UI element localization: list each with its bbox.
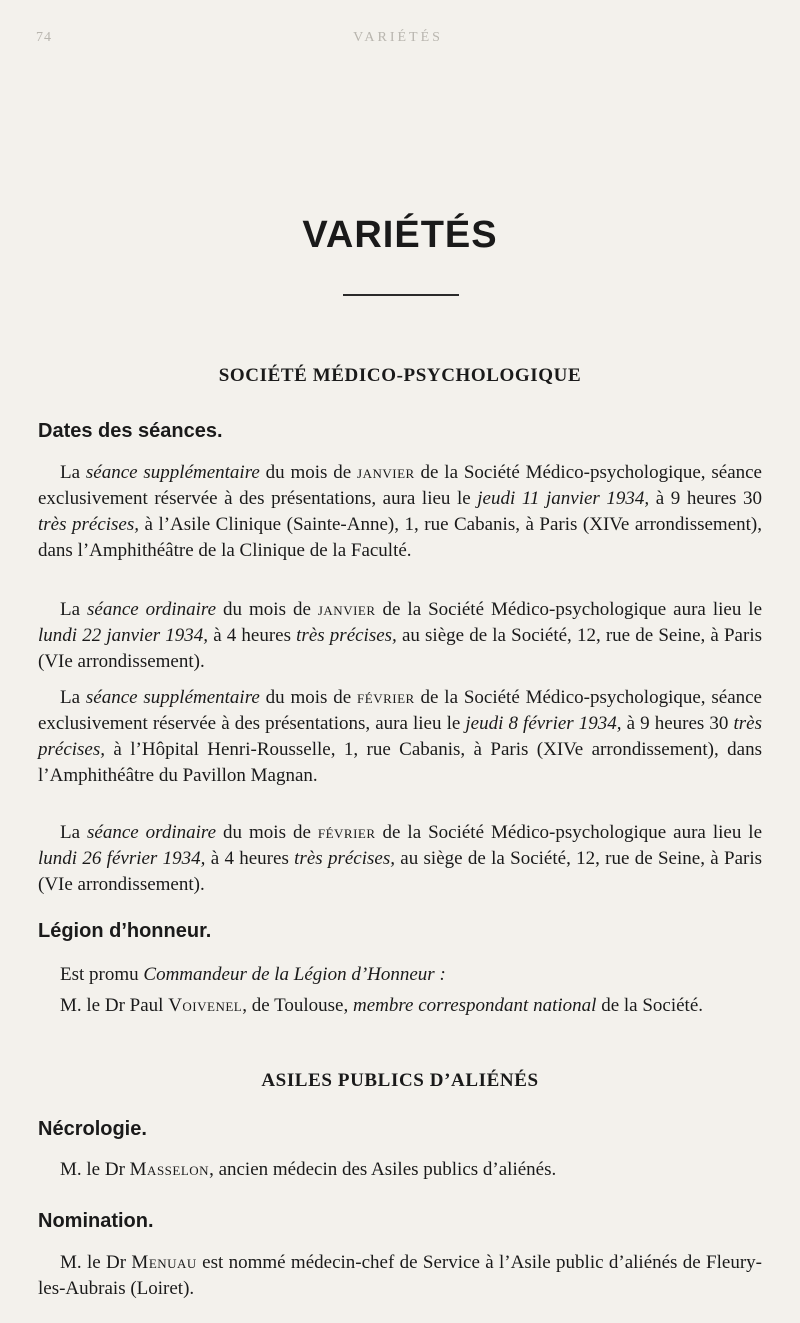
text: au siège de la Société, 12, rue de Seine, à Paris (VIe arrondissement). xyxy=(38,848,763,895)
paragraph-seance-fevrier-ordinaire xyxy=(38,820,762,898)
text-italic: très précises, xyxy=(294,848,395,869)
month-name: février xyxy=(317,822,376,843)
text: au siège de la Société, 12, rue de Seine, à Paris (VIe arrondissement). xyxy=(38,625,762,672)
text: à 9 heures 30 xyxy=(621,713,734,734)
text: de la Société Médico-psychologique aura lieu le xyxy=(375,599,763,620)
text: à 4 heures xyxy=(205,848,295,869)
subheading-necrologie: Nécrologie. xyxy=(38,1118,147,1140)
text: , ancien médecin des Asiles publics d’aliénés. xyxy=(209,1159,557,1180)
text: du mois de xyxy=(259,687,358,708)
text: du mois de xyxy=(216,599,318,620)
text: à 4 heures xyxy=(208,625,297,646)
text: de la Société. xyxy=(596,995,704,1016)
text: M. le Dr xyxy=(60,1252,132,1273)
text-italic: très précises, xyxy=(38,713,762,760)
text-italic: très précises, xyxy=(38,514,140,535)
date-italic: jeudi 8 février 1934, xyxy=(465,713,622,734)
date-italic: lundi 22 janvier 1934, xyxy=(38,625,209,646)
section-heading-asiles: ASILES PUBLICS D’ALIÉNÉS xyxy=(261,1070,539,1091)
text-italic: très précises, xyxy=(296,625,397,646)
text: M. le Dr xyxy=(60,1159,130,1180)
text: La xyxy=(60,687,86,708)
person-name: Menuau xyxy=(131,1252,197,1273)
text: Est promu xyxy=(60,964,144,985)
month-name: janvier xyxy=(317,599,376,620)
subheading-nomination: Nomination. xyxy=(38,1210,154,1232)
text: de la Société Médico-psychologique, séance exclusivement réservée à des présentations, aura lieu le xyxy=(38,687,762,734)
page-number: 74 xyxy=(36,30,52,45)
subheading-legion-honneur: Légion d’honneur. xyxy=(38,920,212,942)
text: La xyxy=(60,822,88,843)
paragraph-seance-janvier-supplementaire xyxy=(38,460,762,564)
text: , de Toulouse, xyxy=(242,995,353,1016)
text: La xyxy=(60,599,88,620)
text: à l’Asile Clinique (Sainte-Anne), 1, rue Cabanis, à Paris (XIVe arrondissement), dans l’Amphithéâtre de la Clinique de la Faculté. xyxy=(38,514,762,561)
paragraph-voivenel xyxy=(38,993,762,1019)
text: de la Société Médico-psychologique aura lieu le xyxy=(375,822,763,843)
text: est nommé médecin-chef de Service à l’Asile public d’aliénés de Fleury-les-Aubrais (Loiret). xyxy=(38,1252,762,1299)
month-name: février xyxy=(357,687,415,708)
person-name: Voivenel xyxy=(168,995,243,1016)
section-heading-societe: SOCIÉTÉ MÉDICO-PSYCHOLOGIQUE xyxy=(218,365,582,386)
text: du mois de xyxy=(216,822,318,843)
paragraph-seance-janvier-ordinaire xyxy=(38,597,762,675)
title-underline xyxy=(343,294,459,296)
text: à l’Hôpital Henri-Rousselle, 1, rue Cabanis, à Paris (XIVe arrondissement), dans l’Amphithéâtre du Pavillon Magnan. xyxy=(38,739,762,786)
text-italic: séance ordinaire xyxy=(87,822,217,843)
text-italic: Commandeur de la Légion d’Honneur : xyxy=(143,964,446,985)
text-italic: membre correspondant national xyxy=(352,995,597,1016)
text-italic: séance supplémentaire xyxy=(85,462,260,483)
paragraph-masselon xyxy=(38,1157,762,1183)
text: La xyxy=(60,462,86,483)
paragraph-menuau xyxy=(38,1250,762,1302)
person-name: Masselon xyxy=(129,1159,210,1180)
text: du mois de xyxy=(259,462,358,483)
month-name: janvier xyxy=(357,462,415,483)
paragraph-promotion xyxy=(38,962,762,988)
page-title: VARIÉTÉS xyxy=(302,214,498,256)
text-italic: séance supplémentaire xyxy=(85,687,260,708)
text: M. le Dr Paul xyxy=(60,995,169,1016)
subheading-dates: Dates des séances. xyxy=(38,420,223,442)
text-italic: séance ordinaire xyxy=(87,599,217,620)
date-italic: lundi 26 février 1934, xyxy=(38,848,206,869)
text: de la Société Médico-psychologique, séance exclusivement réservée à des présentations, aura lieu le xyxy=(38,462,762,509)
text: à 9 heures 30 xyxy=(649,488,762,509)
running-title: VARIÉTÉS xyxy=(353,30,443,45)
date-italic: jeudi 11 janvier 1934, xyxy=(477,488,650,509)
paragraph-seance-fevrier-supplementaire xyxy=(38,685,762,789)
